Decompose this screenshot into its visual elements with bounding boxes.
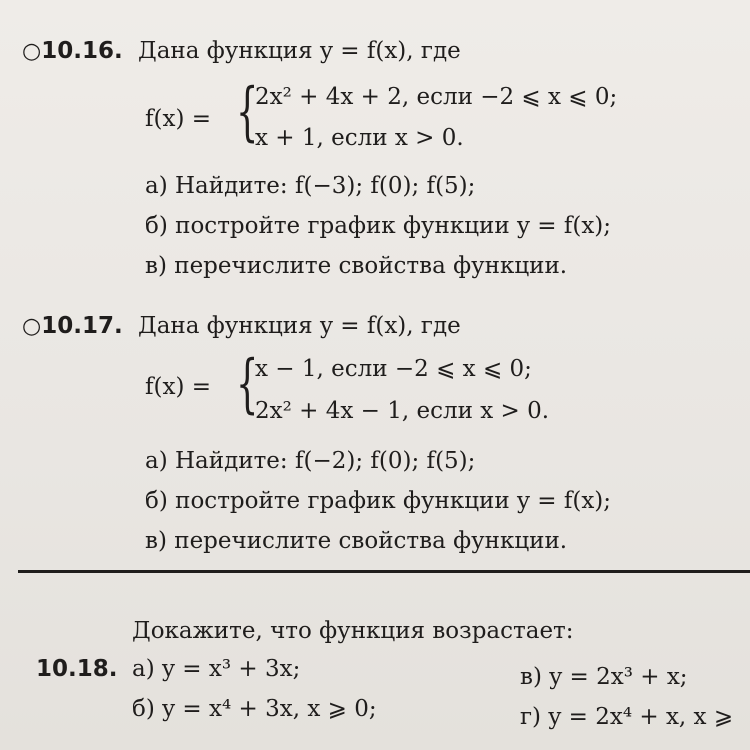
problem-10-18-number [36, 656, 118, 682]
left-brace: { [236, 75, 259, 149]
task-a: а) Найдите: f(−3); f(0); f(5); [145, 173, 476, 199]
task-b: б) постройте график функции y = f(x); [145, 488, 612, 514]
problem-intro: Дана функция y = f(x), где [138, 313, 461, 339]
item-g: г) y = 2x⁴ + x, x ⩾ [520, 704, 734, 730]
problem-intro: Дана функция y = f(x), где [138, 38, 461, 64]
function-label: f(x) = [145, 106, 212, 132]
problem-number: 10.18. [36, 656, 118, 682]
problem-marker-circle: ○ [22, 314, 42, 339]
task-c: в) перечислите свойства функции. [145, 253, 568, 279]
task-a: а) Найдите: f(−2); f(0); f(5); [145, 448, 476, 474]
item-b: б) y = x⁴ + 3x, x ⩾ 0; [132, 696, 377, 722]
task-c: в) перечислите свойства функции. [145, 528, 568, 554]
function-label: f(x) = [145, 374, 212, 400]
problem-10-17-header [22, 313, 461, 339]
piecewise-case-2: x + 1, если x > 0. [255, 125, 464, 151]
task-b: б) постройте график функции y = f(x); [145, 213, 612, 239]
problem-number: 10.16. [41, 38, 123, 64]
problem-number: 10.17. [41, 313, 123, 339]
section-heading: Докажите, что функция возрастает: [132, 618, 574, 644]
piecewise-case-2: 2x² + 4x − 1, если x > 0. [255, 398, 550, 424]
left-brace: { [236, 347, 259, 421]
piecewise-case-1: x − 1, если −2 ⩽ x ⩽ 0; [255, 356, 532, 382]
item-v: в) y = 2x³ + x; [520, 664, 688, 690]
item-a: а) y = x³ + 3x; [132, 656, 301, 682]
problem-10-16-header [22, 38, 461, 64]
section-divider [18, 570, 750, 573]
problem-marker-circle: ○ [22, 39, 42, 64]
piecewise-case-1: 2x² + 4x + 2, если −2 ⩽ x ⩽ 0; [255, 84, 618, 110]
